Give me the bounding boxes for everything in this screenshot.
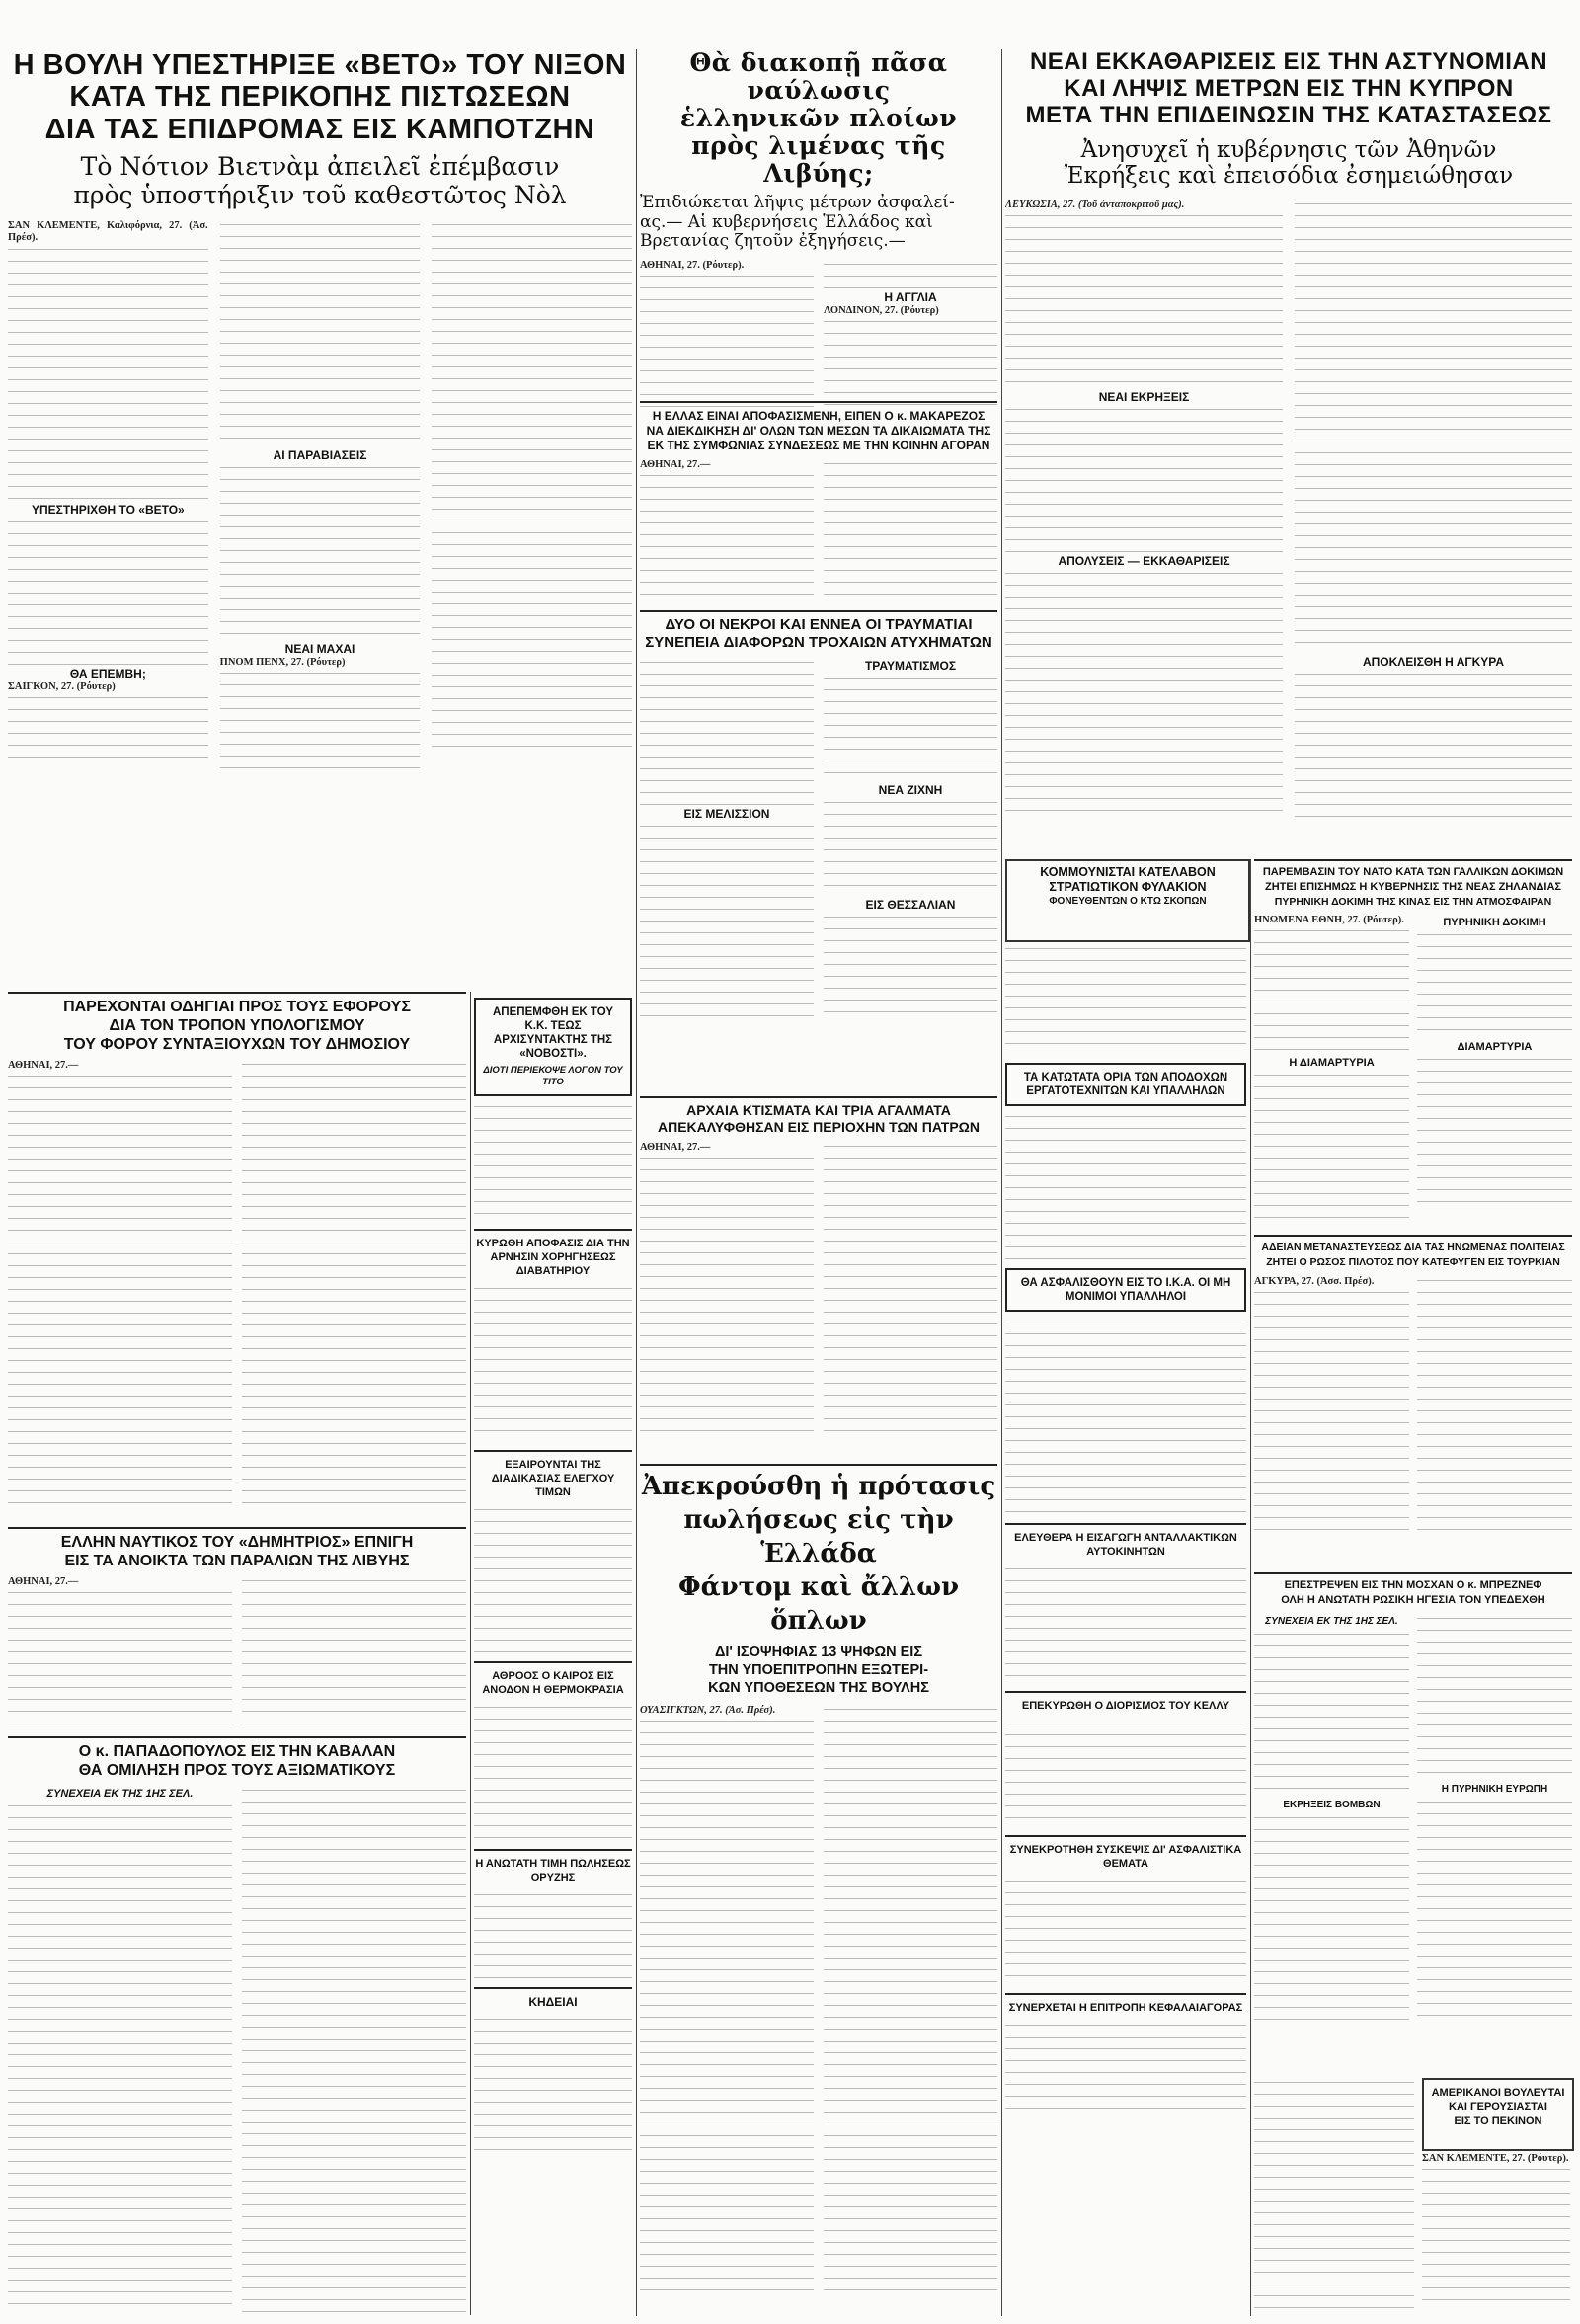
accidents-body-text-3 [824, 674, 997, 782]
rice-price-body-text [474, 1890, 632, 1979]
soviet-pilot-body-text-2 [1417, 1276, 1572, 1535]
brezhnev-body-text-4 [1417, 1798, 1572, 2025]
passport-body-text [474, 1284, 632, 1442]
nixon-veto-section-battles: ΝΕΑΙ ΜΑΧΑΙ [284, 641, 356, 656]
nato-article [1254, 865, 1572, 1231]
brezhnev-headline-1: ΕΠΕΣΤΡΕΨΕΝ ΕΙΣ ΤΗΝ ΜΟΣΧΑΝ Ο κ. ΜΠΡΕΖΝΕΦ [1284, 1579, 1542, 1591]
spare-parts-title: ΕΛΕΥΘΕΡΑ Η ΕΙΣΑΓΩΓΗ ΑΝΤΑΛΛΑΚΤΙΚΩΝ ΑΥΤΟΚΙΝΗΤΩΝ [1014, 1532, 1237, 1558]
accidents-body-text-2 [640, 822, 814, 1019]
cyprus-headline-2: ΚΑΙ ΛΗΨΙΣ ΜΕΤΡΩΝ ΕΙΣ ΤΗΝ ΚΥΠΡΟΝ [1064, 75, 1514, 102]
cyprus-headline-3: ΜΕΤΑ ΤΗΝ ΕΠΙΔΕΙΝΩΣΙΝ ΤΗΣ ΚΑΤΑΣΤΑΣΕΩΣ [1025, 102, 1552, 128]
nato-section-nuclear: ΠΥΡΗΝΙΚΗ ΔΟΚΙΜΗ [1443, 917, 1546, 928]
cyprus-body-text-4 [1295, 200, 1572, 654]
kelly-title: ΕΠΕΚΥΡΩΘΗ Ο ΔΙΟΡΙΣΜΟΣ ΤΟΥ ΚΕΛΛΥ [1021, 1700, 1230, 1712]
senators-body-text [1422, 2165, 1570, 2303]
brezhnev-section-bombs: ΕΚΡΗΞΕΙΣ ΒΟΜΒΩΝ [1283, 1800, 1381, 1810]
senators-body-column [1422, 2153, 1570, 2316]
phantom-body-text-2 [824, 1705, 997, 2299]
nixon-veto-subhead-2: πρὸς ὑποστήριξιν τοῦ καθεστῶτος Νὸλ [73, 181, 567, 210]
weather-title: ΑΘΡΟΟΣ Ο ΚΑΙΡΟΣ ΕΙΣ ΑΝΟΔΟΝ Η ΘΕΡΜΟΚΡΑΣΙΑ [482, 1670, 624, 1696]
cyprus-dateline: ΛΕΥΚΩΣΙΑ, 27. (Τοῦ ἀνταποκριτοῦ μας). [1005, 199, 1185, 210]
capital-market-body-text [1005, 2021, 1246, 2110]
rice-price-title: Η ΑΝΩΤΑΤΗ ΤΙΜΗ ΠΩΛΗΣΕΩΣ ΟΡΥΖΗΣ [475, 1858, 631, 1883]
price-control-body-text [474, 1505, 632, 1653]
makarezos-dateline: ΑΘΗΝΑΙ, 27.— [640, 459, 711, 470]
nixon-veto-headline-3: ΔΙΑ ΤΑΣ ΕΠΙΔΡΟΜΑΣ ΕΙΣ ΚΑΜΠΟΤΖΗΝ [44, 113, 595, 145]
nixon-veto-dateline: ΣΑΝ ΚΛΕΜΕΝΤΕ, Καλιφόρνια, 27. (Ἀσ. Πρέσ). [8, 219, 208, 244]
papadopoulos-headline-1: Ο κ. ΠΑΠΑΔΟΠΟΥΛΟΣ ΕΙΣ ΤΗΝ ΚΑΒΑΛΑΝ [78, 1743, 396, 1760]
cyprus-body-text-3 [1005, 569, 1283, 816]
tax-headline-1: ΠΑΡΕΧΟΝΤΑΙ ΟΔΗΓΙΑΙ ΠΡΟΣ ΤΟΥΣ ΕΦΟΡΟΥΣ [63, 999, 411, 1015]
statues-dateline: ΑΘΗΝΑΙ, 27.— [640, 1142, 711, 1153]
funerals-box [474, 1987, 632, 2009]
senators-dateline: ΣΑΝ ΚΛΕΜΕΝΤΕ, 27. (Ρόυτερ). [1422, 2153, 1569, 2164]
wages-box [1005, 1063, 1246, 1106]
nixon-veto-section-violations: ΑΙ ΠΑΡΑΒΙΑΣΕΙΣ [273, 447, 367, 462]
cyprus-police-article [1005, 49, 1572, 854]
communists-box [1005, 859, 1250, 942]
accidents-section-melission: ΕΙΣ ΜΕΛΙΣΣΙΟΝ [683, 807, 770, 821]
nixon-veto-article [8, 49, 632, 986]
statues-body-text [640, 1154, 814, 1440]
accidents-section-thessaly: ΕΙΣ ΘΕΣΣΑΛΙΑΝ [865, 898, 956, 912]
soviet-pilot-body-text [1254, 1288, 1409, 1535]
cyprus-section-explosions: ΝΕΑΙ ΕΚΡΗΞΕΙΣ [1098, 389, 1190, 404]
libya-shipping-article [640, 49, 997, 395]
nato-body-text-2 [1254, 1071, 1409, 1219]
phantom-subhead-1: ΔΙ' ΙΣΟΨΗΦΙΑΣ 13 ΨΗΦΩΝ ΕΙΣ [714, 1644, 923, 1660]
statues-body-text-2 [824, 1142, 997, 1440]
accidents-headline-1: ΔΥΟ ΟΙ ΝΕΚΡΟΙ ΚΑΙ ΕΝΝΕΑ ΟΙ ΤΡΑΥΜΑΤΙΑΙ [665, 616, 973, 633]
libya-london-dateline: ΛΟΝΔΙΝΟΝ, 27. (Ρόυτερ) [824, 304, 939, 316]
soviet-pilot-dateline: ΑΓΚΥΡΑ, 27. (Ἀσσ. Πρέσ). [1254, 1276, 1375, 1287]
wages-title: ΤΑ ΚΑΤΩΤΑΤΑ ΟΡΙΑ ΤΩΝ ΑΠΟΔΟΧΩΝ ΕΡΓΑΤΟΤΕΧΝΙΤΩΝ ΚΑΙ ΥΠΑΛΛΗΛΩΝ [1023, 1072, 1228, 1097]
nixon-veto-subhead-1: Τὸ Νότιον Βιετνὰμ ἀπειλεῖ ἐπέμβασιν [80, 152, 560, 182]
libya-dateline: ΑΘΗΝΑΙ, 27. (Ρόυτερ). [640, 259, 745, 271]
tax-article [8, 998, 466, 1521]
nixon-veto-body-text [8, 245, 208, 502]
brezhnev-body-text-3 [1417, 1614, 1572, 1782]
nixon-veto-body-text-7 [432, 220, 632, 754]
brezhnev-section-nuclear-europe: Η ΠΥΡΗΝΙΚΗ ΕΥΡΩΠΗ [1441, 1784, 1548, 1795]
libya-headline-2: ἑλληνικῶν πλοίων [679, 104, 958, 132]
libya-section-england: Η ΑΓΓΛΙΑ [884, 289, 937, 304]
papadopoulos-body-text-2 [242, 1786, 466, 2315]
price-control-title: ΕΞΑΙΡΟΥΝΤΑΙ ΤΗΣ ΔΙΑΔΙΚΑΣΙΑΣ ΕΛΕΓΧΟΥ ΤΙΜΩΝ [491, 1459, 615, 1498]
senators-headline-2: ΚΑΙ ΓΕΡΟΥΣΙΑΣΤΑΙ [1449, 2101, 1547, 2113]
senators-headline-1: ΑΜΕΡΙΚΑΝΟΙ ΒΟΥΛΕΥΤΑΙ [1431, 2087, 1565, 2099]
funerals-title: ΚΗΔΕΙΑΙ [528, 1995, 578, 2009]
ika-box [1005, 1268, 1246, 1312]
papadopoulos-article [8, 1742, 466, 2315]
soviet-pilot-headline-1: ΑΔΕΙΑΝ ΜΕΤΑΝΑΣΤΕΥΣΕΩΣ ΔΙΑ ΤΑΣ ΗΝΩΜΕΝΑΣ ΠΟΛΙΤΕΙΑΣ [1261, 1242, 1565, 1253]
communists-sub: ΦΟΝΕΥΘΕΝΤΩΝ Ο ΚΤΩ ΣΚΟΠΩΝ [1049, 896, 1207, 907]
tax-dateline: ΑΘΗΝΑΙ, 27.— [8, 1060, 79, 1071]
capital-market-box [1005, 1993, 1246, 2015]
nixon-veto-body-text-3 [8, 693, 208, 762]
cyprus-body-text-2 [1005, 405, 1283, 553]
kelly-box [1005, 1691, 1246, 1713]
nixon-veto-section-epemvi: ΘΑ ΕΠΕΜΒΗ; [69, 666, 146, 681]
nato-headline-2: ΖΗΤΕΙ ΕΠΙΣΗΜΩΣ Η ΚΥΒΕΡΝΗΣΙΣ ΤΗΣ ΝΕΑΣ ΖΗΛΑΝΔΙΑΣ [1264, 881, 1562, 893]
accidents-headline-2: ΣΥΝΕΠΕΙΑ ΔΙΑΦΟΡΩΝ ΤΡΟΧΑΙΩΝ ΑΤΥΧΗΜΑΤΩΝ [645, 634, 992, 651]
side-boxes-column [1005, 1063, 1246, 2317]
makarezos-headline-1: Η ΕΛΛΑΣ ΕΙΝΑΙ ΑΠΟΦΑΣΙΣΜΕΝΗ, ΕΙΠΕΝ Ο κ. ΜΑΚΑΡΕΖΟΣ [652, 409, 986, 423]
libya-body-text-2 [824, 260, 997, 289]
insurance-title: ΣΥΝΕΚΡΟΤΗΘΗ ΣΥΣΚΕΨΙΣ ΔΙ' ΑΣΦΑΛΙΣΤΙΚΑ ΘΕΜΑΤΑ [1009, 1844, 1242, 1870]
nato-subhead: ΠΥΡΗΝΙΚΗ ΔΟΚΙΜΗ ΤΗΣ ΚΙΝΑΣ ΕΙΣ ΤΗΝ ΑΤΜΟΣΦΑΙΡΑΝ [1274, 896, 1552, 908]
brezhnev-headline-2: ΟΛΗ Η ΑΝΩΤΑΤΗ ΡΩΣΙΚΗ ΗΓΕΣΙΑ ΤΟΝ ΥΠΕΔΕΧΘΗ [1281, 1594, 1545, 1606]
spare-parts-box [1005, 1523, 1246, 1559]
nato-section-diamartyria-1: Η ΔΙΑΜΑΡΤΥΡΙΑ [1289, 1057, 1375, 1070]
statues-headline-2: ΑΠΕΚΑΛΥΦΘΗΣΑΝ ΕΙΣ ΠΕΡΙΟΧΗΝ ΤΩΝ ΠΑΤΡΩΝ [658, 1119, 980, 1135]
soviet-pilot-headline-2: ΖΗΤΕΙ Ο ΡΩΣΟΣ ΠΙΛΟΤΟΣ ΠΟΥ ΚΑΤΕΦΥΓΕΝ ΕΙΣ ΤΟΥΡΚΙΑΝ [1266, 1256, 1560, 1268]
libya-subhead-2: ας.— Αἱ κυβερνήσεις Ἑλλάδος καὶ [640, 211, 933, 232]
brezhnev-article [1254, 1578, 1572, 2072]
cyprus-subhead-2: Ἐκρήξεις καὶ ἐπεισόδια ἐσημειώθησαν [1064, 163, 1514, 190]
phantom-subhead-2: ΤΗΝ ΥΠΟΕΠΙΤΡΟΠΗΝ ΕΞΩΤΕΡΙ- [708, 1662, 929, 1678]
papadopoulos-section: ΣΥΝΕΧΕΙΑ ΕΚ ΤΗΣ 1ΗΣ ΣΕΛ. [46, 1788, 194, 1800]
passport-box [474, 1229, 632, 1278]
sailor-headline-1: ΕΛΛΗΝ ΝΑΥΤΙΚΟΣ ΤΟΥ «ΔΗΜΗΤΡΙΟΣ» ΕΠΝΙΓΗ [60, 1534, 414, 1551]
nixon-veto-section-veto: ΥΠΕΣΤΗΡΙΧΘΗ ΤΟ «ΒΕΤΟ» [31, 502, 185, 517]
senators-box [1422, 2078, 1574, 2151]
nato-body-text-4 [1417, 1055, 1572, 1203]
cyprus-subhead-1: Ἀνησυχεῖ ἡ κυβέρνησις τῶν Ἀθηνῶν [1080, 136, 1497, 163]
phantom-article [640, 1470, 997, 2314]
statues-article [640, 1102, 997, 1458]
senators-article [1254, 2078, 1414, 2315]
novosti-sub: ΔΙΟΤΙ ΠΕΡΙΕΚΟΨΕ ΛΟΓΟΝ ΤΟΥ ΤΙΤΟ [483, 1065, 623, 1087]
funerals-body-text [474, 2015, 632, 2153]
accidents-body-text-5 [824, 913, 997, 1021]
phantom-subhead-3: ΚΩΝ ΥΠΟΘΕΣΕΩΝ ΤΗΣ ΒΟΥΛΗΣ [708, 1680, 929, 1696]
communists-title: ΚΟΜΜΟΥΝΙΣΤΑΙ ΚΑΤΕΛΑΒΟΝ ΣΤΡΑΤΙΩΤΙΚΟΝ ΦΥΛΑΚΙΟΝ [1040, 865, 1216, 894]
accidents-body-text-4 [824, 798, 997, 897]
ika-title: ΘΑ ΑΣΦΑΛΙΣΘΟΥΝ ΕΙΣ ΤΟ Ι.Κ.Α. ΟΙ ΜΗ ΜΟΝΙΜΟΙ ΥΠΑΛΛΗΛΟΙ [1020, 1277, 1231, 1303]
nixon-veto-body-text-2 [8, 518, 208, 666]
capital-market-title: ΣΥΝΕΡΧΕΤΑΙ Η ΕΠΙΤΡΟΠΗ ΚΕΦΑΛΑΙΑΓΟΡΑΣ [1008, 2002, 1243, 2014]
nixon-veto-saigon-dateline: ΣΑΙΓΚΟΝ, 27. (Ρόυτερ) [8, 681, 116, 692]
brezhnev-body-text-2 [1254, 1813, 1409, 2031]
papadopoulos-headline-2: ΘΑ ΟΜΙΛΗΣΗ ΠΡΟΣ ΤΟΥΣ ΑΞΙΩΜΑΤΙΚΟΥΣ [78, 1762, 396, 1779]
nixon-veto-headline-2: ΚΑΤΑ ΤΗΣ ΠΕΡΙΚΟΠΗΣ ΠΙΣΤΩΣΕΩΝ [69, 81, 571, 114]
insurance-body-text [1005, 1877, 1246, 1985]
cyprus-headline-1: ΝΕΑΙ ΕΚΚΑΘΑΡΙΣΕΙΣ ΕΙΣ ΤΗΝ ΑΣΤΥΝΟΜΙΑΝ [1029, 49, 1548, 75]
tax-body-text-2 [242, 1060, 466, 1506]
libya-subhead-1: Ἐπιδιώκεται λῆψις μέτρων ἀσφαλεί- [640, 193, 955, 212]
makarezos-body-text [640, 471, 814, 600]
libya-subhead-3: Βρετανίας ζητοῦν ἐξηγήσεις.— [640, 231, 906, 252]
nixon-veto-headline-1: Η ΒΟΥΛΗ ΥΠΕΣΤΗΡΙΞΕ «ΒΕΤΟ» ΤΟΥ ΝΙΞΟΝ [13, 49, 627, 81]
libya-body-text-3 [824, 317, 997, 406]
soviet-pilot-article [1254, 1241, 1572, 1566]
brezhnev-section-continued: ΣΥΝΕΧΕΙΑ ΕΚ ΤΗΣ 1ΗΣ ΣΕΛ. [1265, 1616, 1398, 1627]
accidents-body-text [640, 658, 814, 806]
tax-body-text [8, 1072, 232, 1506]
price-control-box [474, 1450, 632, 1499]
weather-box [474, 1661, 632, 1697]
communists-body-text [1005, 944, 1246, 1053]
phantom-headline-3: Φάντομ καὶ ἄλλων ὅπλων [677, 1572, 959, 1636]
phantom-dateline: ΟΥΑΣΙΓΚΤΩΝ, 27. (Ἀσ. Πρέσ). [640, 1705, 776, 1716]
sailor-dateline: ΑΘΗΝΑΙ, 27.— [8, 1576, 79, 1587]
sailor-headline-2: ΕΙΣ ΤΑ ΑΝΟΙΚΤΑ ΤΩΝ ΠΑΡΑΛΙΩΝ ΤΗΣ ΛΙΒΥΗΣ [64, 1553, 410, 1569]
accidents-article [640, 616, 997, 1090]
rice-price-box [474, 1849, 632, 1884]
cyprus-body-text-5 [1295, 670, 1572, 818]
senators-body-left [1254, 2078, 1414, 2311]
libya-headline-1: Θὰ διακοπῇ πᾶσα ναύλωσις [689, 48, 948, 105]
narrow-column [474, 998, 632, 2316]
sailor-body-text [8, 1588, 232, 1726]
cyprus-section-ankara: ΑΠΟΚΛΕΙΣΘΗ Η ΑΓΚΥΡΑ [1362, 654, 1505, 669]
weather-body-text [474, 1703, 632, 1841]
wages-body-text [1005, 1112, 1246, 1260]
sailor-body-text-2 [242, 1576, 466, 1726]
passport-title: ΚΥΡΩΘΗ ΑΠΟΦΑΣΙΣ ΔΙΑ ΤΗΝ ΑΡΝΗΣΙΝ ΧΟΡΗΓΗΣΕΩΣ ΔΙΑΒΑΤΗΡΙΟΥ [476, 1238, 630, 1277]
tax-headline-3: ΤΟΥ ΦΟΡΟΥ ΣΥΝΤΑΞΙΟΥΧΩΝ ΤΟΥ ΔΗΜΟΣΙΟΥ [63, 1036, 411, 1053]
makarezos-article [640, 409, 997, 606]
accidents-section-injury: ΤΡΑΥΜΑΤΙΣΜΟΣ [864, 659, 957, 673]
accidents-section-nea-zichni: ΝΕΑ ΖΙΧΝΗ [878, 783, 943, 797]
novosti-title: ΑΠΕΠΕΜΦΘΗ ΕΚ ΤΟΥ Κ.Κ. ΤΕΩΣ ΑΡΧΙΣΥΝΤΑΚΤΗΣ ΤΗΣ «ΝΟΒΟΣΤΙ». [492, 1006, 613, 1060]
nato-section-diamartyria-2: ΔΙΑΜΑΡΤΥΡΙΑ [1457, 1041, 1533, 1053]
phantom-headline-1: Ἀπεκρούσθη ἡ πρότασις [641, 1472, 996, 1501]
cyprus-body-text [1005, 211, 1283, 389]
nato-headline-1: ΠΑΡΕΜΒΑΣΙΝ ΤΟΥ ΝΑΤΟ ΚΑΤΑ ΤΩΝ ΓΑΛΛΙΚΩΝ ΔΟΚΙΜΩΝ [1262, 866, 1564, 878]
phantom-body-text [640, 1717, 814, 2299]
sailor-article [8, 1533, 466, 1730]
insurance-box [1005, 1835, 1246, 1871]
makarezos-headline-3: ΕΚ ΤΗΣ ΣΥΜΦΩΝΙΑΣ ΣΥΝΔΕΣΕΩΣ ΜΕ ΤΗΝ ΚΟΙΝΗΝ ΑΓΟΡΑΝ [647, 439, 990, 452]
makarezos-headline-2: ΝΑ ΔΙΕΚΔΙΚΗΣΗ ΔΙ' ΟΛΩΝ ΤΩΝ ΜΕΣΩΝ ΤΑ ΔΙΚΑΙΩΜΑΤΑ ΤΗΣ [646, 424, 991, 438]
nato-dateline: ΗΝΩΜΕΝΑ ΕΘΝΗ, 27. (Ρόυτερ). [1254, 915, 1404, 925]
senators-headline-3: ΕΙΣ ΤΟ ΠΕΚΙΝΟΝ [1454, 2115, 1542, 2126]
papadopoulos-body-text [8, 1802, 232, 2315]
nixon-veto-pnom-penh-dateline: ΠΝΟΜ ΠΕΝΧ, 27. (Ρόυτερ) [219, 656, 346, 668]
libya-headline-3: πρὸς λιμένας τῆς Λιβύης; [691, 131, 946, 188]
nato-body-text-3 [1417, 930, 1572, 1039]
tax-headline-2: ΔΙΑ ΤΟΝ ΤΡΟΠΟΝ ΥΠΟΛΟΓΙΣΜΟΥ [109, 1017, 365, 1034]
libya-body-text [640, 272, 814, 410]
ika-body-text [1005, 1318, 1246, 1515]
statues-headline-1: ΑΡΧΑΙΑ ΚΤΙΣΜΑΤΑ ΚΑΙ ΤΡΙΑ ΑΓΑΛΜΑΤΑ [686, 1102, 951, 1118]
novosti-body-text [474, 1102, 632, 1221]
nixon-veto-body-text-5 [220, 463, 421, 641]
cyprus-section-dismissals: ΑΠΟΛΥΣΕΙΣ — ΕΚΚΑΘΑΡΙΣΕΙΣ [1058, 553, 1230, 568]
kelly-body-text [1005, 1719, 1246, 1827]
spare-parts-body-text [1005, 1564, 1246, 1683]
nato-body-text [1254, 926, 1409, 1055]
phantom-headline-2: πωλήσεως εἰς τὴν Ἑλλάδα [683, 1505, 954, 1568]
makarezos-body-text-2 [824, 459, 997, 600]
nixon-veto-body-text-4 [220, 220, 421, 447]
novosti-box [474, 998, 632, 1096]
brezhnev-body-text [1254, 1630, 1409, 1798]
nixon-veto-body-text-6 [220, 669, 421, 777]
